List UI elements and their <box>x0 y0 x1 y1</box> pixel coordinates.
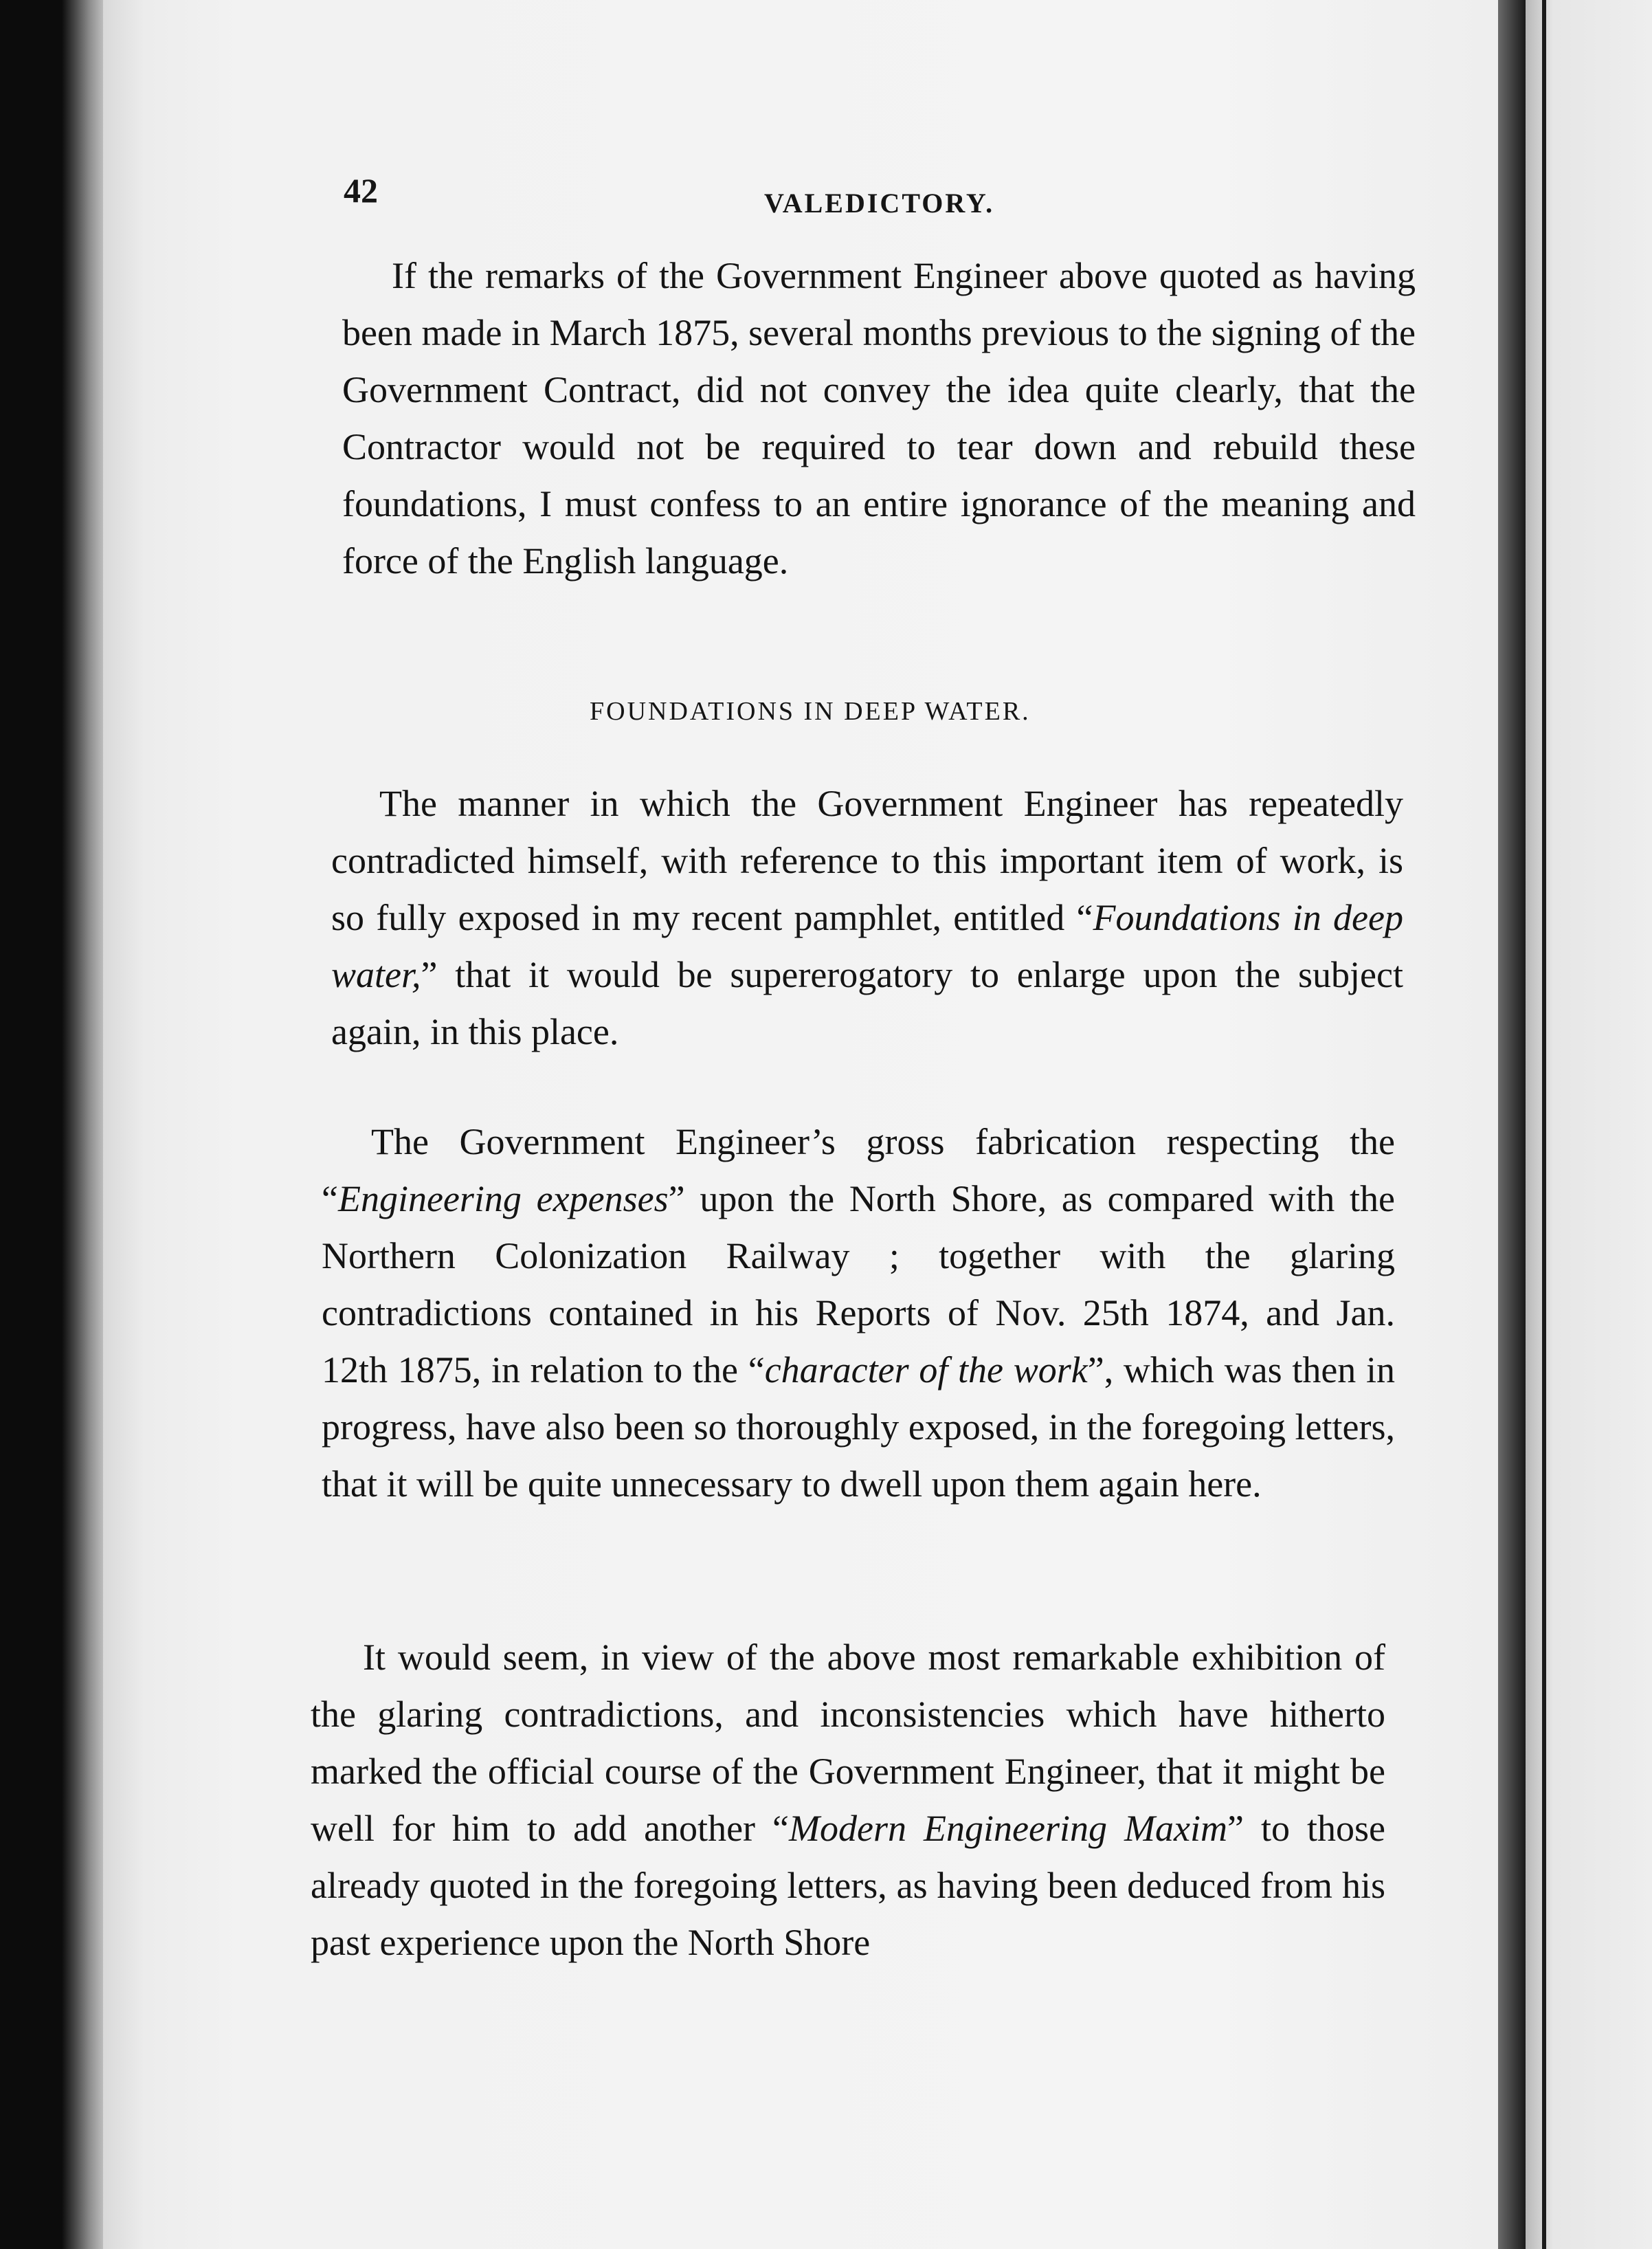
page-number: 42 <box>344 171 378 210</box>
paragraph-1 <box>342 247 1416 590</box>
paragraph-4-text-a: It would seem, in view of the above most remarkable exhibition of the glaring contradictions, and inconsistencies which have hitherto marked the official course of the Government Engineer, that it might be well for him to add another “ <box>311 1637 1385 1849</box>
adjacent-page-border <box>1542 0 1546 2249</box>
scan-left-margin <box>0 0 103 2249</box>
paragraph-2-text-a: The manner in which the Government Engineer has repeatedly contradicted himself, with reference to this important item of work, is so fully exposed in my recent pamphlet, entitled “ <box>331 783 1403 938</box>
paragraph-2 <box>331 775 1403 1061</box>
section-title: FOUNDATIONS IN DEEP WATER. <box>590 697 1031 726</box>
gutter-shadow <box>1498 0 1526 2249</box>
paragraph-4-text-b: ” to those already quoted in the foregoing letters, as having been deduced from his past experience upon the North Shore <box>311 1808 1385 1963</box>
pamphlet-title: Foundations in deep water, <box>331 897 1403 995</box>
paragraph-3 <box>322 1114 1395 1513</box>
paragraph-1-text: If the remarks of the Government Engineer above quoted as having been made in March 1875, several months previous to the signing of the Government Contract, did not convey the idea quite clearly, that the Contractor would not be required to tear down and rebuild these foundations, I must confess to an entire ignorance of the meaning and force of the English language. <box>342 255 1416 581</box>
quoted-phrase-maxim: Modern Engineering Maxim <box>789 1808 1227 1849</box>
running-head: VALEDICTORY. <box>764 188 995 219</box>
paragraph-3-text-c: ”, which was then in progress, have also been so thoroughly exposed, in the foregoing letters, that it will be quite unnecessary to dwell upon them again here. <box>322 1349 1396 1505</box>
paragraph-4 <box>311 1629 1385 1971</box>
quoted-phrase-character-of-work: character of the work <box>764 1349 1088 1391</box>
paragraph-3-text-b: ” upon the North Shore, as compared with the Northern Colonization Railway ; together with the glaring contradictions contained in his Reports of Nov. 25th 1874, and Jan. 12th 1875, in relation to the “ <box>322 1178 1396 1391</box>
quoted-phrase-engineering-expenses: Engineering expenses <box>337 1178 669 1219</box>
paragraph-2-text-b: ” that it would be supererogatory to enlarge upon the subject again, in this place. <box>331 954 1403 1052</box>
paragraph-3-text-a: The Government Engineer’s gross fabrication respecting the “ <box>322 1121 1395 1219</box>
